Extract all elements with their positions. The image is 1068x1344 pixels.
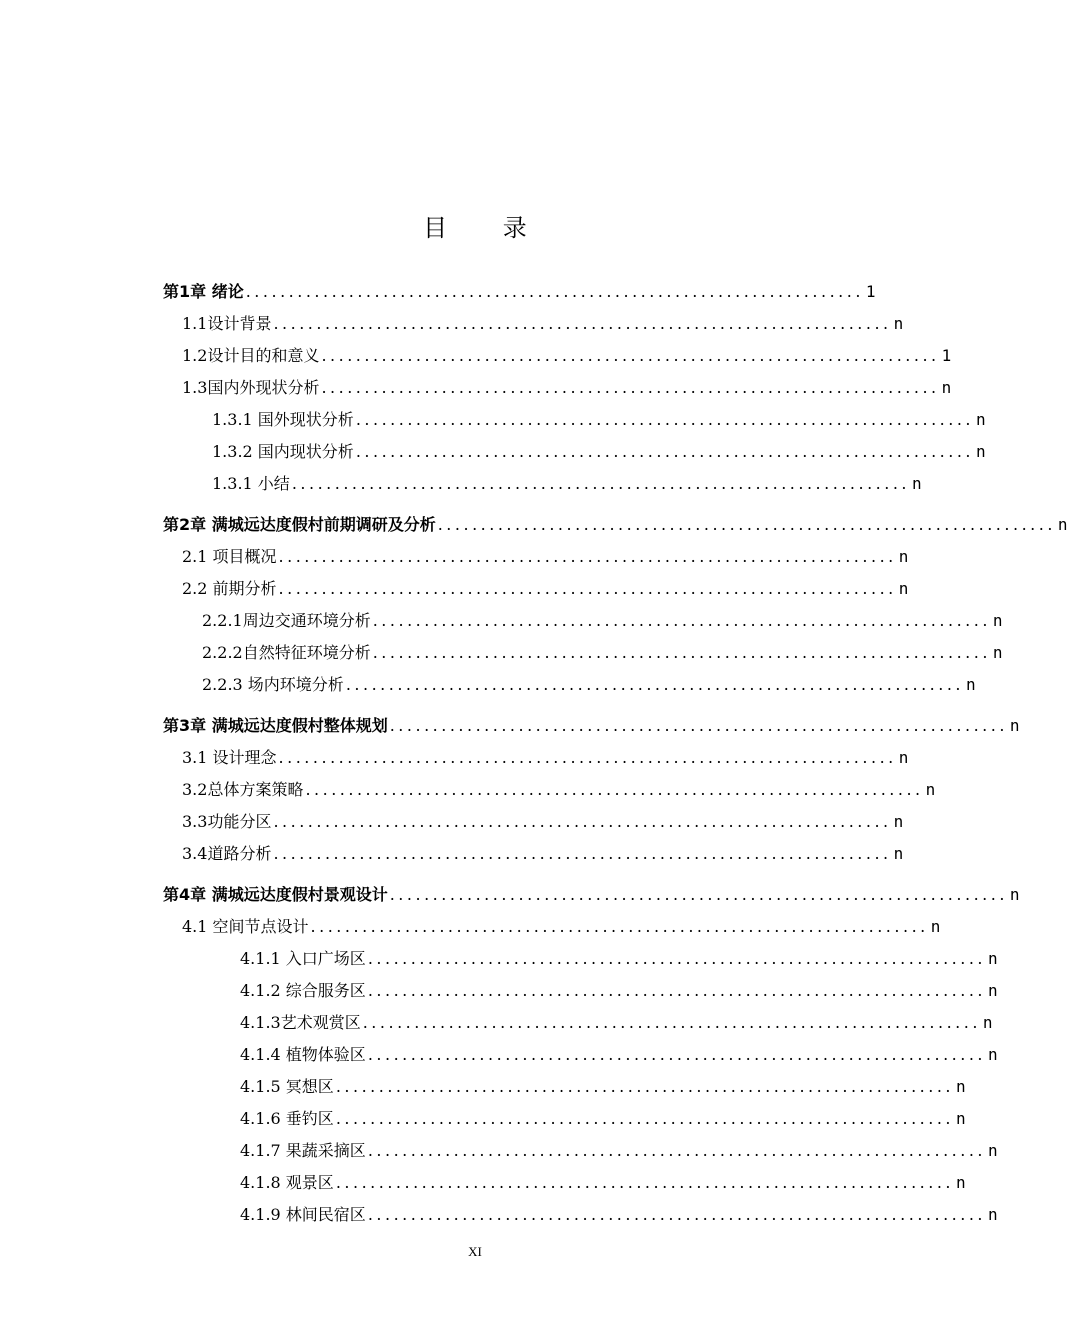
toc-entry[interactable]: 1.3.1 小结 ........................................................................ n <box>212 474 922 493</box>
toc-entry[interactable]: 4.1.7 果蔬采摘区 ........................................................................ n <box>240 1141 998 1160</box>
toc-entry[interactable]: 第2章 满城远达度假村前期调研及分析 ........................................................................ n <box>163 515 1068 534</box>
toc-entry[interactable]: 1.1设计背景 ........................................................................ n <box>182 314 904 333</box>
toc-entry[interactable]: 3.2总体方案策略 ........................................................................ n <box>182 780 936 799</box>
toc-entry[interactable]: 2.2.1周边交通环境分析 ........................................................................ n <box>202 611 1003 630</box>
toc-entry[interactable]: 4.1.3艺术观赏区 ........................................................................ n <box>240 1013 993 1032</box>
page-number: XI <box>468 1244 482 1259</box>
toc-entry[interactable]: 2.1 项目概况 ........................................................................ n <box>182 547 909 566</box>
toc-entry[interactable]: 4.1.2 综合服务区 ........................................................................ n <box>240 981 998 1000</box>
toc-entry[interactable]: 3.1 设计理念 ........................................................................ n <box>182 748 909 767</box>
toc-entry[interactable]: 4.1.4 植物体验区 ........................................................................ n <box>240 1045 998 1064</box>
toc-entry[interactable]: 1.3.2 国内现状分析 ........................................................................ n <box>212 442 986 461</box>
toc-entry[interactable]: 4.1.5 冥想区 ........................................................................ n <box>240 1077 966 1096</box>
toc-entry[interactable]: 1.3.1 国外现状分析 ........................................................................ n <box>212 410 986 429</box>
toc-entry[interactable]: 2.2.2自然特征环境分析 ........................................................................ n <box>202 643 1003 662</box>
toc-entry[interactable]: 4.1.6 垂钓区 ........................................................................ n <box>240 1109 966 1128</box>
toc-entry[interactable]: 3.4道路分析 ........................................................................ n <box>182 844 904 863</box>
toc-entry[interactable]: 第1章 绪论 ........................................................................ 1 <box>163 282 876 301</box>
page-title: 目 录 <box>423 214 551 242</box>
toc-entry[interactable]: 第3章 满城远达度假村整体规划 ........................................................................ n <box>163 716 1020 735</box>
toc-entry[interactable]: 1.3国内外现状分析 ........................................................................ n <box>182 378 952 397</box>
toc-entry[interactable]: 4.1.8 观景区 ........................................................................ n <box>240 1173 966 1192</box>
toc-entry[interactable]: 4.1 空间节点设计 ........................................................................ n <box>182 917 941 936</box>
toc-entry[interactable]: 1.2设计目的和意义 ........................................................................ 1 <box>182 346 952 365</box>
toc-entry[interactable]: 4.1.1 入口广场区 ........................................................................ n <box>240 949 998 968</box>
toc-entry[interactable]: 2.2.3 场内环境分析 ........................................................................ n <box>202 675 976 694</box>
toc-entry[interactable]: 3.3功能分区 ........................................................................ n <box>182 812 904 831</box>
toc-entry[interactable]: 2.2 前期分析 ........................................................................ n <box>182 579 909 598</box>
toc-entry[interactable]: 4.1.9 林间民宿区 ........................................................................ n <box>240 1205 998 1224</box>
toc-entry[interactable]: 第4章 满城远达度假村景观设计 ........................................................................ n <box>163 885 1020 904</box>
